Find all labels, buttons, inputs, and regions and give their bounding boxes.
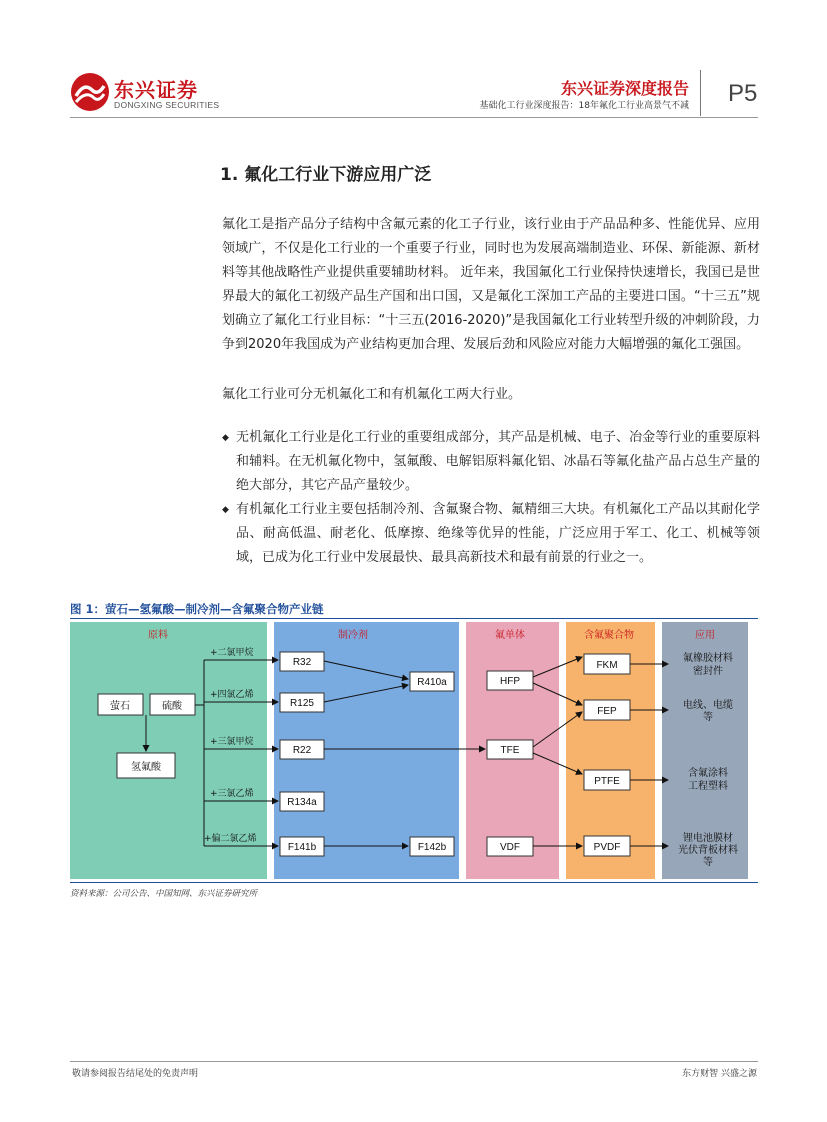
route-label-4: +偏二氯乙烯	[204, 834, 257, 844]
app-pvdf-line2: 光伏背板材料	[678, 845, 738, 856]
label-f141b: F141b	[287, 842, 317, 853]
report-title: 东兴证券深度报告	[560, 79, 689, 98]
route-label-0: +二氯甲烷	[210, 648, 254, 658]
report-subtitle: 基础化工行业深度报告：18年氟化工行业高景气不减	[479, 101, 689, 111]
page-number: P5	[728, 80, 758, 107]
label-sulfuric-acid: 硫酸	[162, 701, 182, 712]
column-header-application: 应用	[695, 630, 715, 641]
bullet-text: 无机氟化工行业是化工行业的重要组成部分，其产品是机械、电子、冶金等行业的重要原料和辅料。在无机氟化物中，氢氟酸、电解铝原料氟化铝、冰晶石等氟化盐产品占总生产量的绝大部分，其它产品产量较少。	[236, 430, 760, 493]
section-heading: 1. 氟化工行业下游应用广泛	[220, 165, 432, 185]
app-pvdf-line3: 等	[703, 857, 713, 868]
dongxing-logo-icon	[70, 72, 110, 112]
route-label-1: +四氯乙烯	[210, 690, 254, 700]
label-pvdf: PVDF	[593, 842, 621, 853]
header-rule	[70, 117, 758, 118]
label-tfe: TFE	[500, 745, 520, 756]
bullet-diamond-icon: ◆	[222, 433, 229, 443]
column-header-monomer: 氟单体	[495, 630, 525, 641]
route-label-3: +三氯乙烯	[210, 789, 254, 799]
label-fkm: FKM	[596, 660, 618, 671]
footer-disclaimer: 敬请参阅报告结尾处的免责声明	[72, 1069, 199, 1079]
bullet-item-organic	[222, 498, 760, 570]
footer-rule	[70, 1061, 758, 1062]
logo-english-text: DONGXING SECURITIES	[114, 100, 220, 110]
bullet-item-inorganic	[222, 426, 760, 498]
header-divider	[700, 70, 701, 116]
label-vdf: VDF	[500, 842, 520, 853]
bullet-text: 有机氟化工行业主要包括制冷剂、含氟聚合物、氟精细三大块。有机氟化工产品以其耐化学品、耐高低温、耐老化、低摩擦、绝缘等优异的性能，广泛应用于军工、化工、机械等领域，已成为化工行业中发展最快、最具高新技术和最有前景的行业之一。	[236, 502, 760, 565]
label-r125: R125	[290, 698, 314, 709]
footer-slogan: 东方财智 兴盛之源	[682, 1069, 757, 1079]
paragraph-intro: 氟化工是指产品分子结构中含氟元素的化工子行业，该行业由于产品品种多、性能优异、应用领域广，不仅是化工行业的一个重要子行业，同时也为发展高端制造业、环保、新能源、新材料等其他战略性产业提供重要辅助材料。 近年来，我国氟化工行业保持快速增长，我国已是世界最大的氟化工初级产品生产国和出口国，又是氟化工深加工产品的主要进口国。“十三五”规划确立了氟化工行业目标：“十三五(2016-2020)”是我国氟化工行业转型升级的冲刺阶段，力争到2020年我国成为产业结构更加合理、发展后劲和风险应对能力大幅增强的氟化工强国。	[222, 217, 760, 352]
app-fep-line1: 电线、电缆	[683, 700, 733, 711]
app-ptfe-line2: 工程塑料	[688, 781, 728, 792]
app-pvdf-line1: 锂电池膜材	[683, 833, 733, 844]
label-f142b: F142b	[417, 842, 447, 853]
label-r32: R32	[292, 657, 312, 668]
figure-rule-bottom	[70, 882, 758, 883]
logo-text: 东兴证券	[114, 78, 198, 102]
figure-title: 图 1：萤石—氢氟酸—制冷剂—含氟聚合物产业链	[70, 602, 324, 616]
figure-source: 资料来源：公司公告、中国知网、东兴证券研究所	[70, 889, 258, 899]
label-ptfe: PTFE	[594, 776, 620, 787]
industry-chain-diagram	[70, 619, 758, 882]
label-r22: R22	[292, 745, 312, 756]
route-label-2: +三氯甲烷	[210, 737, 254, 747]
column-header-raw: 原料	[148, 630, 168, 641]
label-hydrofluoric-acid: 氢氟酸	[131, 762, 161, 773]
app-fep-line2: 等	[703, 712, 713, 723]
label-fep: FEP	[597, 706, 617, 717]
app-fkm-line1: 氟橡胶材料	[683, 653, 733, 664]
column-header-refrigerant: 制冷剂	[338, 630, 368, 641]
column-header-polymer: 含氟聚合物	[584, 630, 634, 641]
paragraph-categories: 氟化工行业可分无机氟化工和有机氟化工两大行业。	[222, 387, 522, 402]
label-hfp: HFP	[500, 676, 520, 687]
app-fkm-line2: 密封件	[693, 666, 723, 677]
label-fluorite: 萤石	[110, 701, 130, 712]
label-r410a: R410a	[417, 677, 447, 688]
bullet-diamond-icon: ◆	[222, 505, 229, 515]
label-r134a: R134a	[287, 797, 317, 808]
app-ptfe-line1: 含氟涂料	[688, 768, 728, 779]
